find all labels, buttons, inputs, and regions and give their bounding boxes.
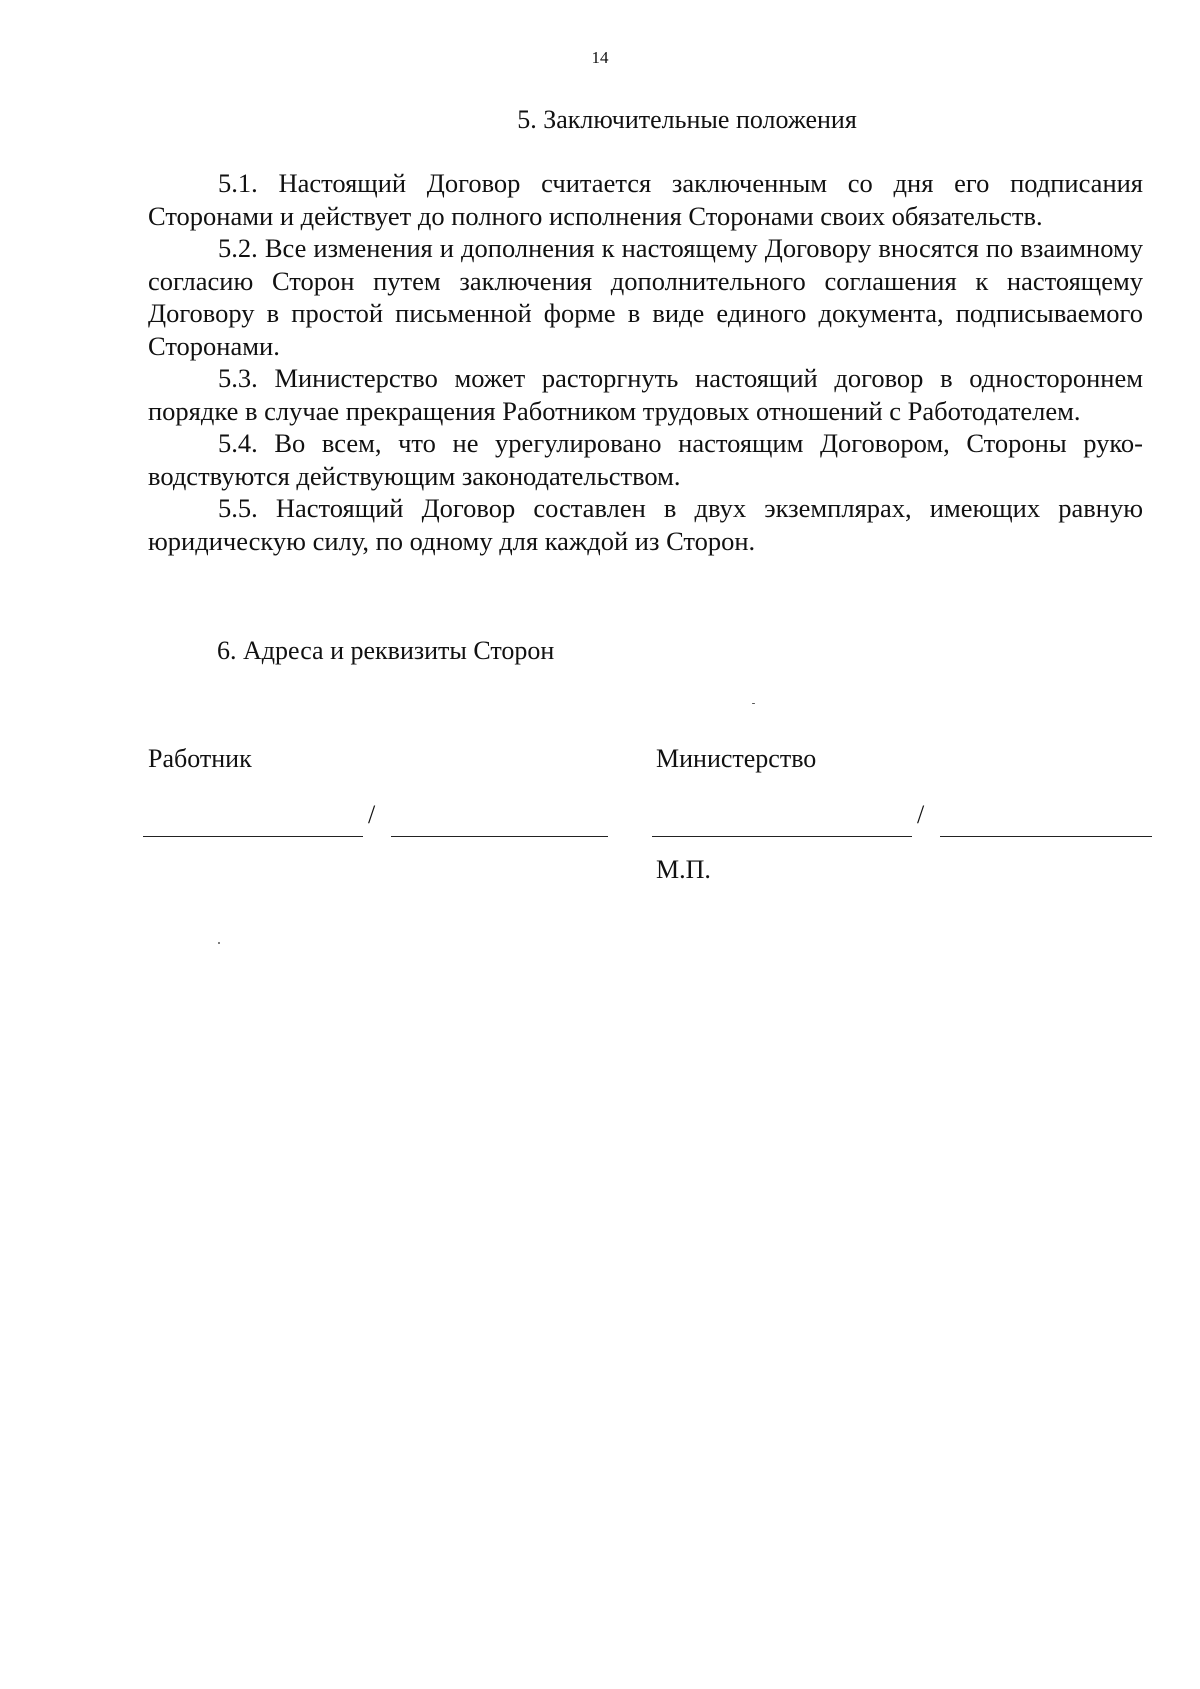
scan-speck: [752, 703, 755, 704]
clause-5-4: 5.4. Во всем, что не урегулировано настоящим Договором, Стороны руководствуются действующим законодательством.: [148, 428, 1143, 491]
page-number: 14: [591, 48, 609, 67]
ministry-label: Министерство: [656, 744, 817, 773]
clause-5-3: 5.3. Министерство может расторгнуть настоящий договор в одностороннем порядке в случае прекращения Работником трудовых отношений с Работодателем.: [148, 363, 1143, 426]
ministry-signature-line: [652, 836, 912, 837]
section-5-body: [148, 167, 1143, 557]
section-6-title: 6. Адреса и реквизиты Сторон: [217, 636, 555, 665]
section-5-title: 5. Заключительные положения: [517, 105, 857, 134]
ministry-name-line: [940, 836, 1152, 837]
seal-label: М.П.: [656, 855, 711, 884]
worker-name-line: [391, 836, 608, 837]
scan-speck: [218, 942, 220, 944]
worker-signature-slash: /: [368, 800, 376, 829]
worker-label: Работник: [148, 744, 252, 773]
worker-signature-line: [143, 836, 363, 837]
clause-5-5: 5.5. Настоящий Договор составлен в двух экземплярах, имеющих равную юридическую силу, по одному для каждой из Сторон.: [148, 493, 1143, 556]
clause-5-1: 5.1. Настоящий Договор считается заключенным со дня его подписания Сторонами и действует до полного исполнения Сторонами своих обязательств.: [148, 168, 1143, 231]
ministry-signature-slash: /: [917, 800, 925, 829]
clause-5-2: 5.2. Все изменения и дополнения к настоящему Договору вносятся по взаимному согласию Сторон путем заключения дополнительного соглашения к настоящему Договору в простой письменной форме в виде единого документа, подписываемого Сторонами.: [148, 233, 1143, 361]
